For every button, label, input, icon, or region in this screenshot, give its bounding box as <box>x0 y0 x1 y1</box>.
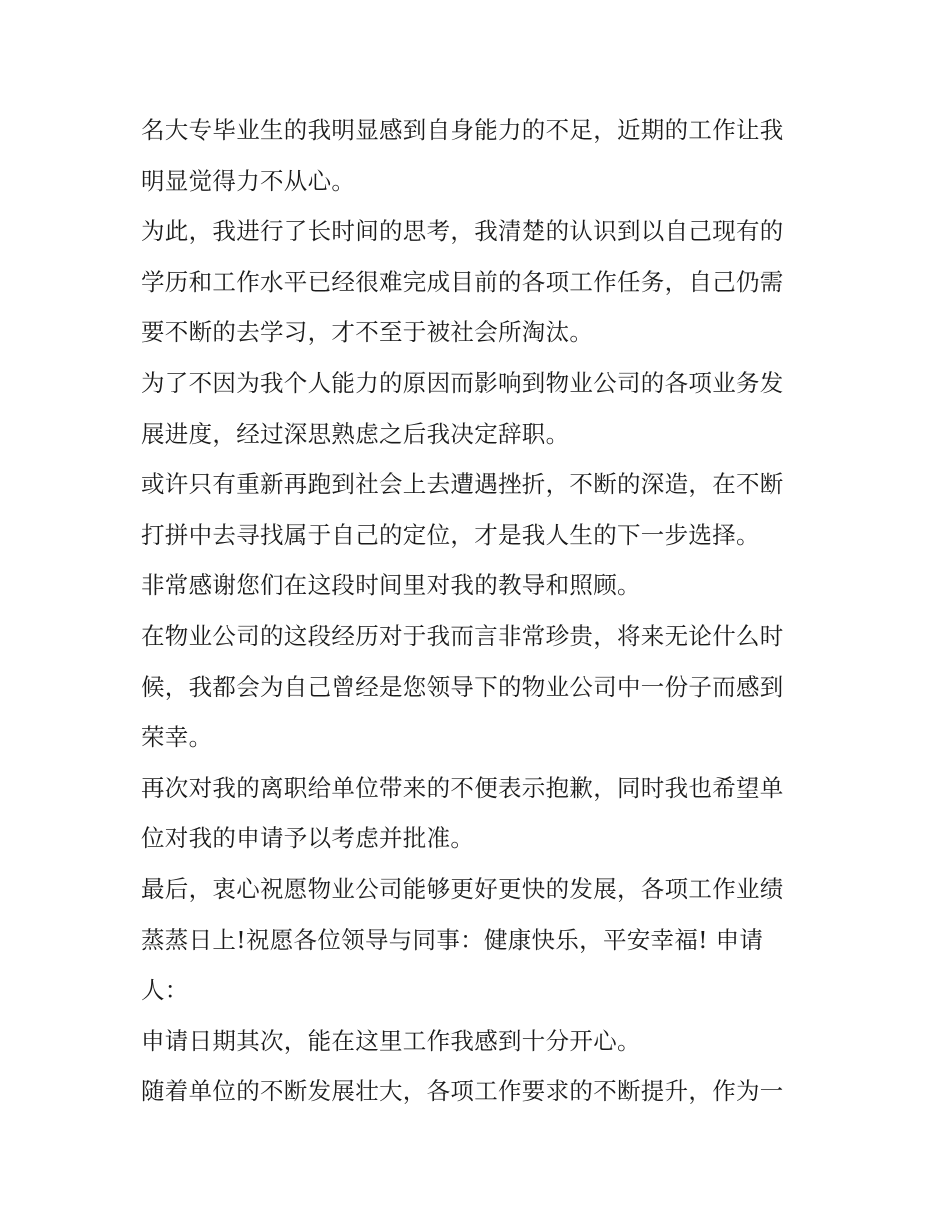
text-line: 位对我的申请予以考虑并批准。 <box>141 824 475 853</box>
text-line: 打拼中去寻找属于自己的定位，才是我人生的下一步选择。 <box>141 520 760 549</box>
text-line: 最后，衷心祝愿物业公司能够更好更快的发展，各项工作业绩 <box>141 874 784 903</box>
text-line: 名大专毕业生的我明显感到自身能力的不足，近期的工作让我 <box>141 116 784 144</box>
text-line: 人： <box>141 976 189 1005</box>
text-line: 申请日期其次，能在这里工作我感到十分开心。 <box>141 1026 641 1055</box>
text-line: 随着单位的不断发展壮大，各项工作要求的不断提升，作为一 <box>141 1077 784 1106</box>
document-body <box>141 105 821 1117</box>
text-line: 为此，我进行了长时间的思考，我清楚的认识到以自己现有的 <box>141 217 784 246</box>
text-line: 明显觉得力不从心。 <box>141 166 356 195</box>
text-line: 再次对我的离职给单位带来的不便表示抱歉，同时我也希望单 <box>141 773 784 802</box>
text-line: 候，我都会为自己曾经是您领导下的物业公司中一份子而感到 <box>141 672 784 701</box>
text-line: 或许只有重新再跑到社会上去遭遇挫折，不断的深造，在不断 <box>141 470 784 499</box>
text-line: 在物业公司的这段经历对于我而言非常珍贵，将来无论什么时 <box>141 621 784 650</box>
text-line: 要不断的去学习，才不至于被社会所淘汰。 <box>141 318 594 347</box>
text-line: 为了不因为我个人能力的原因而影响到物业公司的各项业务发 <box>141 368 784 397</box>
text-line: 学历和工作水平已经很难完成目前的各项工作任务，自己仍需 <box>141 267 784 296</box>
text-line: 展进度，经过深思熟虑之后我决定辞职。 <box>141 419 570 448</box>
text-line: 荣幸。 <box>141 723 213 752</box>
text-line: 非常感谢您们在这段时间里对我的教导和照顾。 <box>141 571 641 600</box>
text-line: 蒸蒸日上!祝愿各位领导与同事：健康快乐，平安幸福! 申请 <box>141 925 764 954</box>
